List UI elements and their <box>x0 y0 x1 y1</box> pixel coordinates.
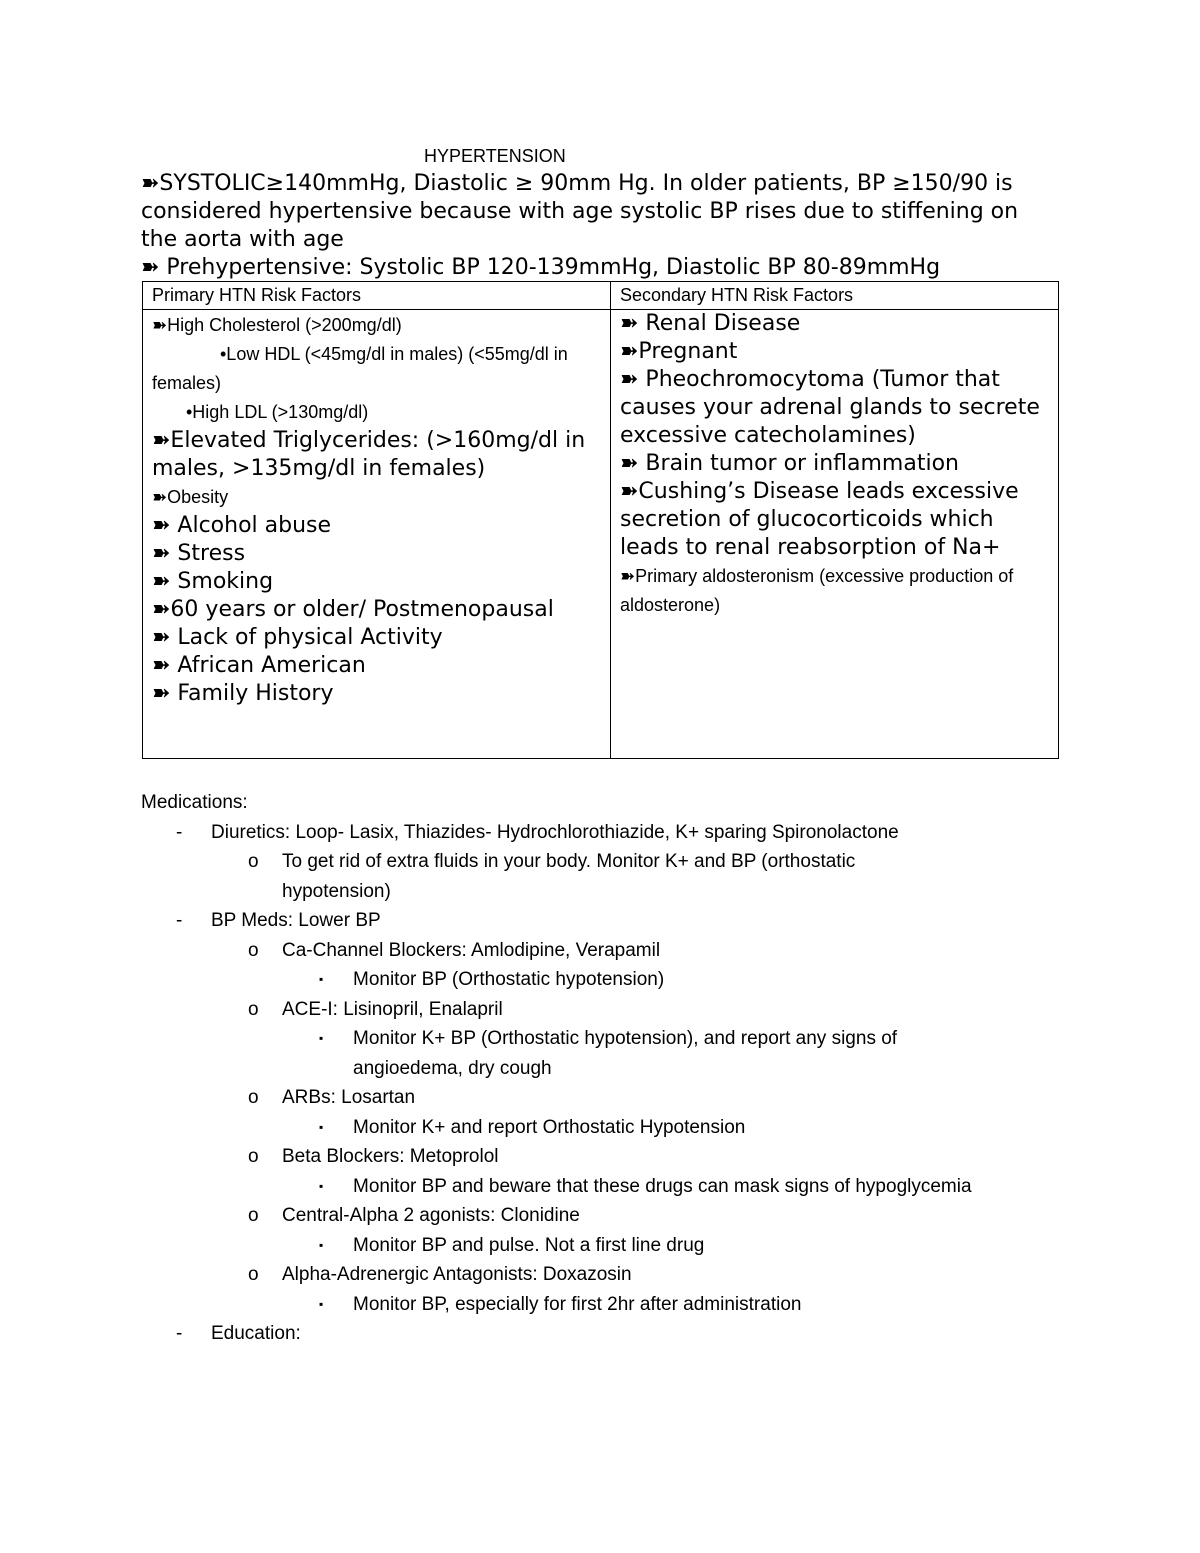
list-item: ➽ Stress <box>152 541 246 566</box>
list-item: ➽ African American <box>152 653 366 678</box>
list-item: ➽Primary aldosteronism (excessive production of aldosterone) <box>620 566 1014 615</box>
list-item: o To get rid of extra fluids in your body. Monitor K+ and BP (orthostatic <box>248 851 856 872</box>
primary-risk-cell <box>143 310 611 759</box>
list-item: ➽ Lack of physical Activity <box>152 625 443 650</box>
list-item: ➽ Alcohol abuse <box>152 513 332 538</box>
list-item: - Education: <box>176 1323 301 1344</box>
list-item: ➽Pregnant <box>620 339 738 364</box>
list-item: o ARBs: Losartan <box>248 1087 416 1108</box>
list-item: ▪ Monitor BP, especially for first 2hr after administration <box>319 1293 802 1315</box>
list-item: ➽High Cholesterol (>200mg/dl) <box>152 315 402 335</box>
list-item: ➽ Smoking <box>152 569 274 594</box>
list-item: ➽ Renal Disease <box>620 311 801 336</box>
risk-factors-table <box>142 281 1059 759</box>
systolic-definition: ➽SYSTOLIC≥140mmHg, Diastolic ≥ 90mm Hg. In older patients, BP ≥150/90 is considered hypertensive because with age systolic BP rises due to stiffening on the aorta with age <box>141 171 1019 252</box>
list-item: ▪ Monitor K+ and report Orthostatic Hypotension <box>319 1116 746 1138</box>
list-item: - Diuretics: Loop- Lasix, Thiazides- Hydrochlorothiazide, K+ sparing Spironolactone <box>176 821 899 843</box>
list-item: o Central-Alpha 2 agonists: Clonidine <box>248 1205 580 1226</box>
list-item: ▪ Monitor BP (Orthostatic hypotension) <box>319 969 665 990</box>
list-item: ➽ Pheochromocytoma (Tumor that causes your adrenal glands to secrete excessive catecholamines) <box>620 367 1040 448</box>
list-item: ➽60 years or older/ Postmenopausal <box>152 597 554 622</box>
primary-header: Primary HTN Risk Factors <box>143 282 611 310</box>
secondary-risk-cell <box>611 310 1059 759</box>
medications-heading: Medications: <box>141 792 248 813</box>
list-item: ➽Obesity <box>152 487 229 507</box>
list-item: o Beta Blockers: Metoprolol <box>248 1146 499 1167</box>
list-item-continuation: angioedema, dry cough <box>353 1057 552 1079</box>
list-item: ▪ Monitor BP and beware that these drugs can mask signs of hypoglycemia <box>319 1175 972 1197</box>
list-item: ▪ Monitor K+ BP (Orthostatic hypotension), and report any signs of <box>319 1028 898 1049</box>
list-item: ➽ Family History <box>152 681 334 706</box>
list-item: o Ca-Channel Blockers: Amlodipine, Verapamil <box>248 939 661 961</box>
medications-section <box>141 788 1141 1349</box>
secondary-header: Secondary HTN Risk Factors <box>611 282 1059 310</box>
table-body-row <box>143 310 1059 759</box>
list-item: •High LDL (>130mg/dl) <box>186 402 369 422</box>
intro-block <box>141 170 1061 282</box>
list-item: o ACE-I: Lisinopril, Enalapril <box>248 998 503 1020</box>
list-item: - BP Meds: Lower BP <box>176 910 381 931</box>
prehypertensive-definition: ➽ Prehypertensive: Systolic BP 120-139mmHg, Diastolic BP 80-89mmHg <box>141 255 941 280</box>
list-item: ➽Cushing’s Disease leads excessive secretion of glucocorticoids which leads to renal reabsorption of Na+ <box>620 479 1019 560</box>
list-item: ▪ Monitor BP and pulse. Not a first line drug <box>319 1234 705 1256</box>
table-header-row <box>143 282 1059 310</box>
list-item: •Low HDL (<45mg/dl in males) (<55mg/dl in females) <box>152 344 568 393</box>
document-title: HYPERTENSION <box>424 146 566 166</box>
list-item: ➽ Brain tumor or inflammation <box>620 451 959 476</box>
list-item: o Alpha-Adrenergic Antagonists: Doxazosin <box>248 1264 632 1285</box>
list-item: ➽Elevated Triglycerides: (>160mg/dl in males, >135mg/dl in females) <box>152 428 586 481</box>
list-item-continuation: hypotension) <box>282 880 391 902</box>
